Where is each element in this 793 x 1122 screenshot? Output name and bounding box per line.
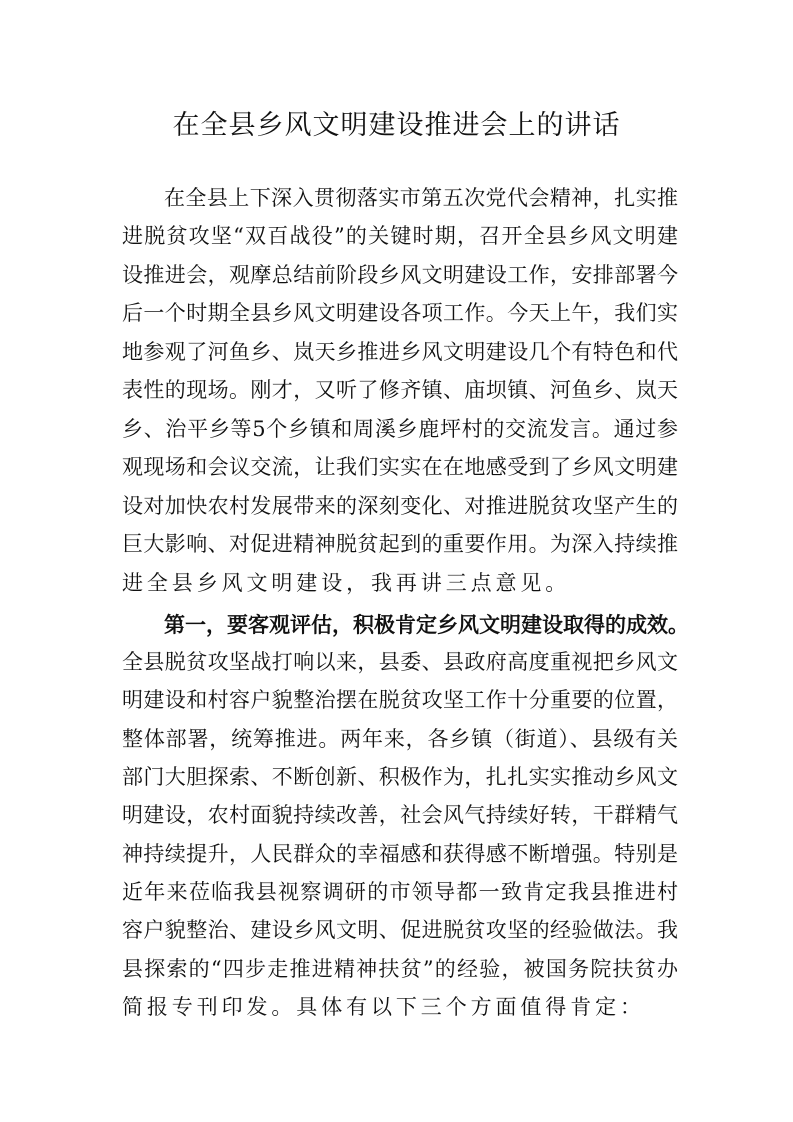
text-line: 县探索的“四步走推进精神扶贫”的经验，被国务院扶贫办 — [122, 957, 678, 981]
section-heading: 第一，要客观评估，积极肯定乡风文明建设取得的成效。 — [164, 613, 689, 637]
text-line: 表性的现场。刚才，又听了修齐镇、庙坝镇、河鱼乡、岚天 — [122, 378, 678, 402]
text-line: 近年来莅临我县视察调研的市领导都一致肯定我县推进村 — [122, 880, 678, 904]
text-line: 乡、治平乡等5个乡镇和周溪乡鹿坪村的交流发言。通过参 — [122, 417, 678, 441]
text-line: 巨大影响、对促进精神脱贫起到的重要作用。为深入持续推 — [122, 532, 678, 556]
text-line: 地参观了河鱼乡、岚天乡推进乡风文明建设几个有特色和代 — [122, 340, 678, 364]
text-line: 全县脱贫攻坚战打响以来，县委、县政府高度重视把乡风文 — [122, 650, 678, 674]
text-line: 观现场和会议交流，让我们实实在在地感受到了乡风文明建 — [122, 455, 678, 479]
document-title: 在全县乡风文明建设推进会上的讲话 — [172, 110, 621, 141]
text-line: 后一个时期全县乡风文明建设各项工作。今天上午，我们实 — [122, 301, 678, 325]
text-line: 部门大胆探索、不断创新、积极作为，扎扎实实推动乡风文 — [122, 765, 678, 789]
text-line: 神持续提升，人民群众的幸福感和获得感不断增强。特别是 — [122, 842, 678, 866]
text-line: 明建设，农村面貌持续改善，社会风气持续好转，干群精气 — [122, 803, 678, 827]
text-line: 容户貌整治、建设乡风文明、促进脱贫攻坚的经验做法。我 — [122, 918, 678, 942]
text-line: 进脱贫攻坚“双百战役”的关键时期，召开全县乡风文明建 — [122, 224, 678, 248]
text-line: 明建设和村容户貌整治摆在脱贫攻坚工作十分重要的位置， — [122, 688, 678, 712]
text-line: 在全县上下深入贯彻落实市第五次党代会精神，扎实推 — [164, 186, 678, 210]
text-line: 整体部署，统筹推进。两年来，各乡镇（街道）、县级有关 — [122, 727, 678, 751]
text-line: 设推进会，观摩总结前阶段乡风文明建设工作，安排部署今 — [122, 263, 678, 287]
text-line: 设对加快农村发展带来的深刻变化、对推进脱贫攻坚产生的 — [122, 494, 678, 518]
text-line: 进全县乡风文明建设，我再讲三点意见。 — [122, 571, 571, 595]
text-line: 简报专刊印发。具体有以下三个方面值得肯定： — [122, 995, 645, 1019]
